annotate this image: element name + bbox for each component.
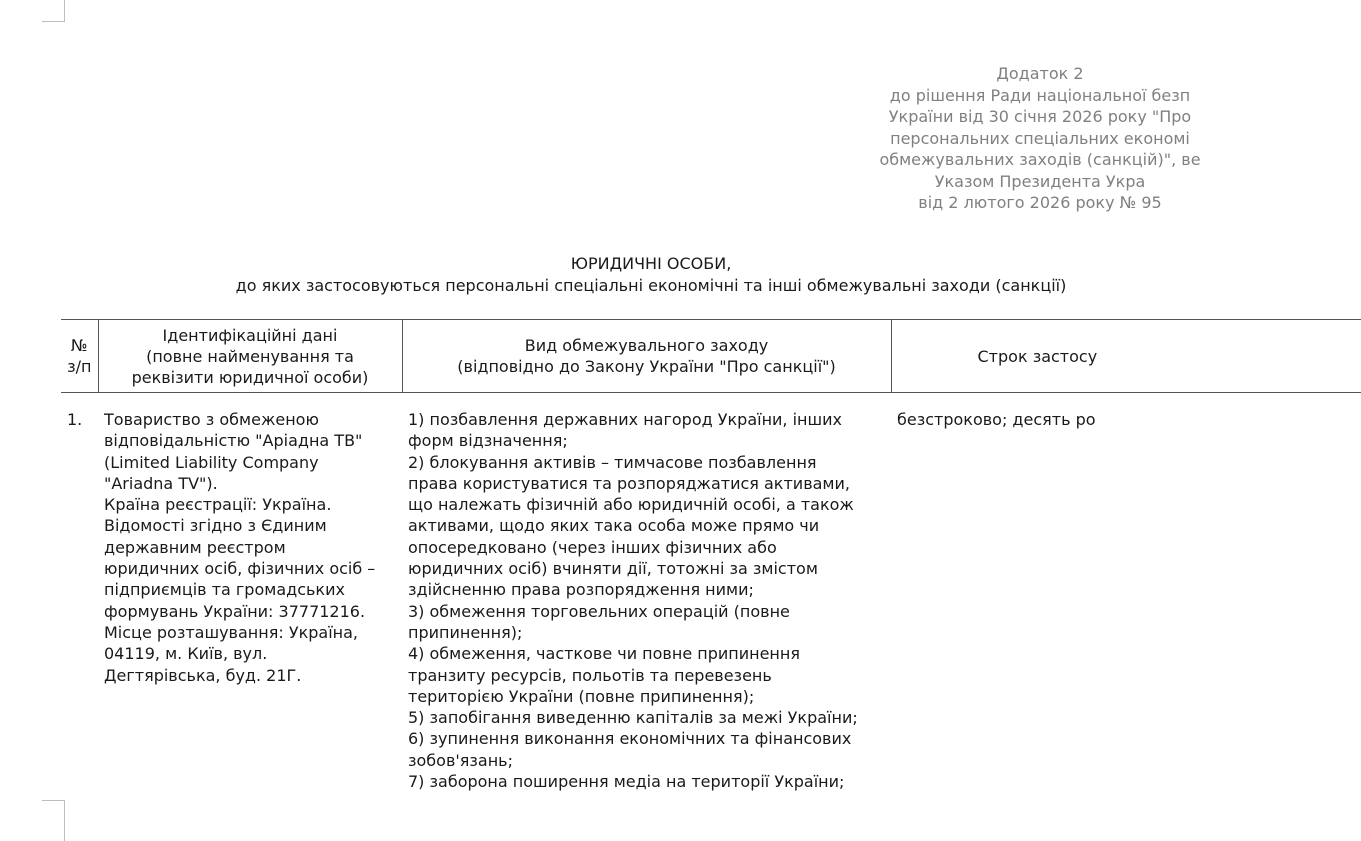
header-measure-type: Вид обмежувального заходу (відповідно до Закону України "Про санкції"): [402, 320, 891, 393]
title-line-2: до яких застосовуються персональні спеціальні економічні та інші обмежувальні заходи (санкції): [235, 276, 1067, 295]
page-corner-mark-top: [42, 0, 65, 22]
appendix-note-line: від 2 лютого 2026 року № 95: [918, 193, 1162, 212]
page-corner-mark-bottom: [42, 800, 65, 841]
table-header-row: [61, 320, 1361, 393]
appendix-note-line: персональних спеціальних економі: [890, 128, 1190, 148]
appendix-note-line: Додаток 2: [996, 64, 1084, 83]
table-row: [61, 393, 1361, 793]
appendix-note-line: обмежувальних заходів (санкцій)", ве: [879, 150, 1201, 169]
header-identification: Ідентифікаційні дані (повне найменування та реквізити юридичної особи): [98, 320, 402, 393]
sanctions-table: [61, 319, 1361, 792]
header-term: Строк застосу: [891, 320, 1361, 393]
row-term: безстроково; десять ро: [897, 410, 1096, 429]
header-number: № з/п: [61, 320, 98, 393]
appendix-note: [780, 63, 1300, 214]
document-title: [0, 253, 1302, 297]
row-identification: Товариство з обмеженою відповідальністю "Аріадна ТВ" (Limited Liability Company "Ariadna TV"). Країна реєстрації: Україна. Відомості згідно з Єдиним державним реєстром юридичних осіб, фізичних осіб – підприємців та громадських формувань України: 37771216. Місце розташування: Україна, 04119, м. Київ, вул. Дегтярівська, буд. 21Г.: [104, 410, 376, 685]
title-line-1: ЮРИДИЧНІ ОСОБИ,: [570, 254, 732, 273]
appendix-note-line: України від 30 січня 2026 року "Про: [888, 107, 1192, 126]
appendix-note-line: до рішення Ради національної безп: [889, 85, 1191, 105]
appendix-note-line: Указом Президента Укра: [934, 171, 1146, 191]
row-measures: 1) позбавлення державних нагород України, інших форм відзначення; 2) блокування активів – тимчасове позбавлення права користуватися та розпоряджатися активами, що належать фізичній або юридичній особі, а також активами, щодо яких така особа може прямо чи опосередковано (через інших фізичних або юридичних осіб) вчиняти дії, тотожні за змістом здійсненню права розпорядження ними; 3) обмеження торговельних операцій (повне припинення); 4) обмеження, часткове чи повне припинення транзиту ресурсів, польотів та перевезень територією України (повне припинення); 5) запобігання виведенню капіталів за межі України; 6) зупинення виконання економічних та фінансових зобов'язань; 7) заборона поширення медіа на території України;: [408, 410, 858, 792]
row-number: 1.: [67, 410, 83, 429]
